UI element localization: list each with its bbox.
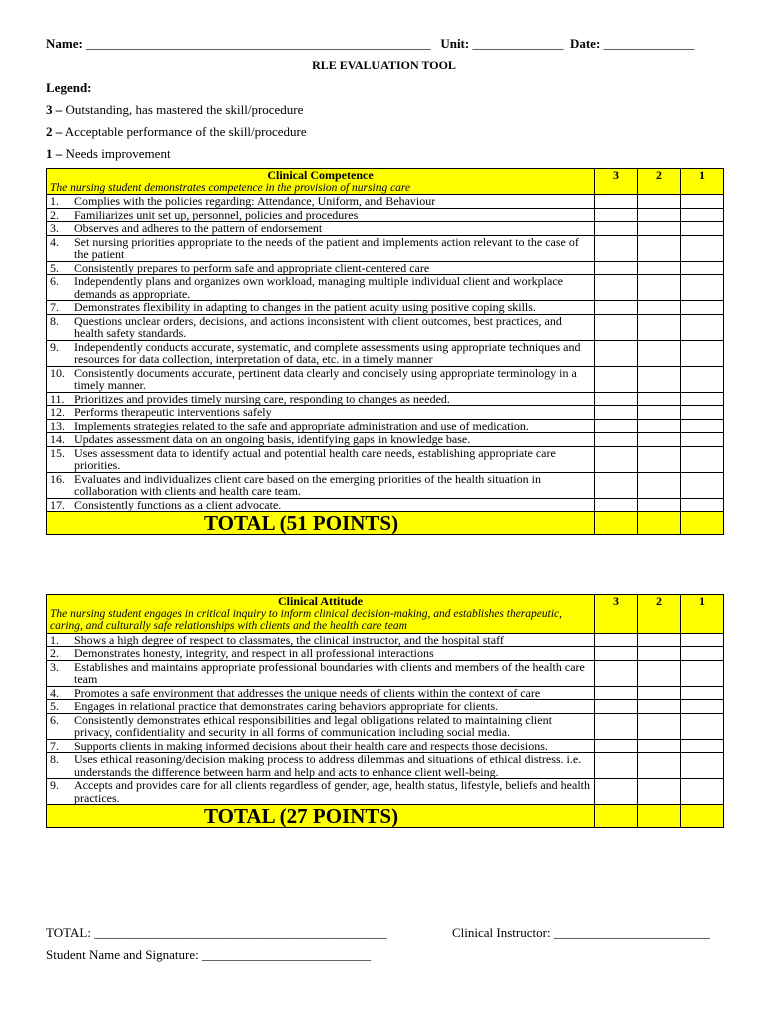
criterion [50, 499, 591, 512]
score-cell[interactable] [681, 340, 724, 366]
legend-item [46, 102, 303, 118]
criterion-row [47, 739, 724, 753]
criterion-number: 3. [50, 659, 59, 674]
score-cell[interactable] [638, 633, 681, 647]
criterion [50, 275, 591, 300]
score-column-header: 2 [638, 169, 681, 195]
score-column-header: 3 [595, 169, 638, 195]
criterion-number: 2. [50, 207, 59, 222]
criterion-row [47, 301, 724, 315]
student-field[interactable]: __________________________ [201, 947, 371, 962]
criterion-row [47, 261, 724, 275]
criterion-text: Demonstrates honesty, integrity, and respect in all professional interactions [74, 646, 434, 660]
score-cell[interactable] [681, 392, 724, 406]
section-header-row [47, 595, 724, 634]
criterion-text: Observes and adheres to the pattern of endorsement [74, 221, 323, 235]
score-cell[interactable] [681, 779, 724, 805]
score-cell[interactable] [595, 314, 638, 340]
score-cell[interactable] [681, 419, 724, 433]
criterion-row [47, 779, 724, 805]
criterion-number: 13. [50, 418, 65, 433]
score-cell[interactable] [595, 779, 638, 805]
criterion-row [47, 406, 724, 420]
criterion-row [47, 647, 724, 661]
name-label: Name: [46, 36, 83, 51]
score-cell[interactable] [638, 713, 681, 739]
criterion-number: 15. [50, 445, 65, 460]
criterion-cell [47, 314, 595, 340]
criterion-text: Uses ethical reasoning/decision making process to address dilemmas and situations of ethical distress. i.e. understands the difference between harm and help and acts to enhance client well-being. [74, 752, 582, 779]
criterion-cell [47, 301, 595, 315]
score-cell[interactable] [638, 208, 681, 222]
footer-total-field[interactable]: _____________________________________________ [94, 925, 387, 940]
score-cell[interactable] [681, 660, 724, 686]
criterion [50, 406, 591, 419]
score-cell[interactable] [681, 647, 724, 661]
total-row [47, 512, 724, 535]
criterion-row [47, 195, 724, 209]
criterion-row [47, 208, 724, 222]
score-column-header: 1 [681, 169, 724, 195]
criterion-row [47, 222, 724, 236]
criterion-cell [47, 498, 595, 512]
date-field[interactable]: ______________ [603, 36, 695, 51]
criterion [50, 195, 591, 208]
total-label: TOTAL (27 POINTS) [47, 805, 595, 828]
criterion-text: Set nursing priorities appropriate to the needs of the patient and implements action relevant to the case of the patient [74, 234, 579, 261]
criterion [50, 753, 591, 778]
criterion-number: 6. [50, 274, 59, 288]
score-cell[interactable] [595, 419, 638, 433]
section-subtitle: The nursing student engages in critical inquiry to inform clinical decision-making, and establishes therapeutic, caring, and culturally safe relationships with clients and the health care team [50, 607, 563, 632]
score-cell[interactable] [595, 208, 638, 222]
criterion-cell [47, 208, 595, 222]
criterion-cell [47, 366, 595, 392]
score-cell[interactable] [638, 779, 681, 805]
criterion-text: Demonstrates flexibility in adapting to changes in the patient acuity using positive coping skills. [74, 300, 536, 314]
criterion-number: 3. [50, 221, 59, 235]
criterion-number: 9. [50, 778, 59, 792]
criterion [50, 393, 591, 406]
criterion-cell [47, 700, 595, 714]
criterion [50, 700, 591, 713]
legend-text: Needs improvement [65, 146, 171, 161]
criterion-row [47, 419, 724, 433]
criterion-cell [47, 446, 595, 472]
score-cell[interactable] [595, 340, 638, 366]
criterion [50, 687, 591, 700]
criterion [50, 341, 591, 366]
score-cell[interactable] [681, 235, 724, 261]
criterion [50, 367, 591, 392]
footer-total [46, 925, 387, 941]
score-cell[interactable] [681, 700, 724, 714]
score-cell[interactable] [638, 222, 681, 236]
footer-total-label: TOTAL: [46, 925, 91, 940]
score-cell[interactable] [638, 419, 681, 433]
criterion-number: 1. [50, 194, 59, 208]
score-cell[interactable] [638, 472, 681, 498]
criterion-cell [47, 195, 595, 209]
instructor-label: Clinical Instructor: [452, 925, 551, 940]
criteria-rows [47, 195, 724, 512]
score-cell[interactable] [638, 753, 681, 779]
legend-text: Acceptable performance of the skill/procedure [64, 124, 307, 139]
date-label: Date: [569, 36, 601, 51]
criterion-row [47, 713, 724, 739]
criterion-cell [47, 419, 595, 433]
footer-student [46, 947, 371, 963]
legend-item [46, 124, 307, 140]
criterion-cell [47, 235, 595, 261]
criterion-text: Consistently functions as a client advocate. [74, 497, 282, 512]
criterion-cell [47, 261, 595, 275]
unit-label: Unit: [440, 36, 470, 51]
total-score-cell[interactable] [638, 512, 681, 535]
score-cell[interactable] [595, 713, 638, 739]
criterion-row [47, 275, 724, 301]
score-cell[interactable] [595, 498, 638, 512]
criterion [50, 222, 591, 235]
criterion-text: Consistently demonstrates ethical responsibilities and legal obligations related to maintaining client privacy, confidentiality and security in all forms of communication including social media. [74, 712, 552, 739]
criterion-row [47, 366, 724, 392]
score-cell[interactable] [638, 261, 681, 275]
score-cell[interactable] [595, 753, 638, 779]
criterion-text: Independently conducts accurate, systematic, and complete assessments using appropriate techniques and resources for data collection, interpretation of data, etc. in a timely manner [74, 339, 581, 366]
score-cell[interactable] [681, 713, 724, 739]
score-column-header: 3 [595, 595, 638, 634]
total-score-cell[interactable] [595, 805, 638, 828]
criterion-cell [47, 472, 595, 498]
score-cell[interactable] [595, 739, 638, 753]
criterion [50, 420, 591, 433]
criterion-row [47, 340, 724, 366]
criterion-row [47, 314, 724, 340]
score-cell[interactable] [681, 633, 724, 647]
criterion-row [47, 392, 724, 406]
criterion-cell [47, 686, 595, 700]
criterion-text: Implements strategies related to the safe and appropriate administration and use of medication. [74, 418, 529, 433]
score-cell[interactable] [595, 275, 638, 301]
criterion-number: 14. [50, 432, 65, 446]
criterion-row [47, 498, 724, 512]
criterion-text: Complies with the policies regarding: Attendance, Uniform, and Behaviour [74, 194, 436, 208]
criterion [50, 473, 591, 498]
criterion-row [47, 472, 724, 498]
criterion-cell [47, 275, 595, 301]
criterion-cell [47, 406, 595, 420]
score-cell[interactable] [595, 433, 638, 447]
criterion-cell [47, 633, 595, 647]
score-cell[interactable] [595, 633, 638, 647]
score-cell[interactable] [681, 261, 724, 275]
criterion-row [47, 686, 724, 700]
clinical-attitude-table [46, 594, 724, 828]
score-cell[interactable] [638, 235, 681, 261]
criterion-text: Questions unclear orders, decisions, and actions inconsistent with client outcomes, best practices, and health safety standards. [74, 313, 562, 340]
criterion [50, 661, 591, 686]
score-cell[interactable] [595, 392, 638, 406]
criterion-text: Familiarizes unit set up, personnel, policies and procedures [74, 207, 359, 222]
criterion-row [47, 446, 724, 472]
criterion-text: Consistently documents accurate, pertinent data clearly and concisely using appropriate terminology in a timely manner. [74, 365, 577, 392]
criterion-cell [47, 222, 595, 236]
score-cell[interactable] [638, 314, 681, 340]
score-cell[interactable] [681, 472, 724, 498]
criterion-cell [47, 739, 595, 753]
criterion-number: 8. [50, 313, 59, 328]
score-cell[interactable] [681, 686, 724, 700]
criterion-number: 2. [50, 646, 59, 660]
criterion-text: Shows a high degree of respect to classmates, the clinical instructor, and the hospital staff [74, 632, 504, 647]
score-cell[interactable] [595, 235, 638, 261]
score-cell[interactable] [595, 301, 638, 315]
score-cell[interactable] [638, 433, 681, 447]
criterion [50, 262, 591, 275]
score-cell[interactable] [638, 660, 681, 686]
criterion-text: Consistently prepares to perform safe and appropriate client-centered care [74, 260, 430, 275]
student-label: Student Name and Signature: [46, 947, 199, 962]
section-header-row [47, 169, 724, 195]
score-cell[interactable] [595, 222, 638, 236]
criterion-text: Promotes a safe environment that addresses the unique needs of clients within the context of care [74, 685, 541, 700]
criterion-cell [47, 433, 595, 447]
criterion-row [47, 660, 724, 686]
score-cell[interactable] [681, 446, 724, 472]
score-cell[interactable] [681, 301, 724, 315]
criterion-text: Supports clients in making informed decisions about their health care and respects those decisions. [74, 738, 548, 753]
criterion-number: 9. [50, 339, 59, 354]
score-cell[interactable] [595, 686, 638, 700]
criterion [50, 236, 591, 261]
score-cell[interactable] [638, 275, 681, 301]
criterion-row [47, 235, 724, 261]
criterion-number: 4. [50, 685, 59, 700]
criterion-text: Establishes and maintains appropriate professional boundaries with clients and members of the health care team [74, 659, 585, 686]
legend-score: 1 – [46, 146, 63, 161]
legend-score: 2 – [46, 124, 63, 139]
score-cell[interactable] [681, 275, 724, 301]
criterion-text: Evaluates and individualizes client care based on the emerging priorities of the health situation in collaboration with clients and health care team. [74, 471, 541, 498]
criterion-number: 6. [50, 712, 59, 727]
criterion [50, 714, 591, 739]
clinical-competence-table [46, 168, 724, 535]
total-score-cell[interactable] [681, 512, 724, 535]
score-cell[interactable] [681, 222, 724, 236]
legend-item [46, 146, 171, 162]
criterion-number: 12. [50, 405, 65, 419]
score-cell[interactable] [638, 406, 681, 420]
criterion-cell [47, 660, 595, 686]
criterion-number: 8. [50, 752, 59, 766]
score-cell[interactable] [595, 700, 638, 714]
criterion [50, 779, 591, 804]
criterion-text: Performs therapeutic interventions safely [74, 405, 272, 419]
score-cell[interactable] [638, 686, 681, 700]
score-cell[interactable] [681, 739, 724, 753]
criterion-row [47, 700, 724, 714]
section-header-cell [47, 595, 595, 634]
document-title: RLE EVALUATION TOOL [312, 58, 456, 72]
score-cell[interactable] [681, 433, 724, 447]
score-cell[interactable] [595, 647, 638, 661]
score-cell[interactable] [638, 195, 681, 209]
criterion-number: 7. [50, 300, 59, 314]
score-cell[interactable] [638, 700, 681, 714]
criterion [50, 301, 591, 314]
criterion-number: 1. [50, 632, 59, 647]
score-cell[interactable] [638, 739, 681, 753]
score-cell[interactable] [681, 314, 724, 340]
score-cell[interactable] [681, 366, 724, 392]
criterion-row [47, 753, 724, 779]
criterion-cell [47, 753, 595, 779]
score-cell[interactable] [595, 406, 638, 420]
score-cell[interactable] [595, 195, 638, 209]
criterion-text: Engages in relational practice that demonstrates caring behaviors appropriate for clients. [74, 699, 499, 713]
legend-heading: Legend: [46, 80, 92, 95]
header-line [46, 36, 695, 52]
total-row [47, 805, 724, 828]
criterion-number: 7. [50, 738, 59, 753]
criterion [50, 209, 591, 222]
score-cell[interactable] [595, 472, 638, 498]
criteria-rows [47, 633, 724, 805]
criterion-number: 5. [50, 260, 59, 275]
name-field[interactable]: _____________________________________________________ [86, 36, 431, 51]
criterion-number: 10. [50, 365, 65, 380]
footer-instructor [452, 925, 710, 941]
score-cell[interactable] [638, 366, 681, 392]
total-label: TOTAL (51 POINTS) [47, 512, 595, 535]
criterion [50, 447, 591, 472]
score-column-header: 2 [638, 595, 681, 634]
score-cell[interactable] [638, 301, 681, 315]
instructor-field[interactable]: ________________________ [553, 925, 710, 940]
legend-text: Outstanding, has mastered the skill/procedure [65, 102, 304, 117]
score-cell[interactable] [638, 392, 681, 406]
criterion-cell [47, 340, 595, 366]
section-header-cell [47, 169, 595, 195]
criterion-cell [47, 647, 595, 661]
criterion-number: 17. [50, 497, 65, 512]
criterion [50, 634, 591, 647]
criterion-text: Uses assessment data to identify actual and potential health care needs, establishing appropriate care priorities. [74, 445, 556, 472]
score-cell[interactable] [681, 208, 724, 222]
section-title: Clinical Attitude [277, 594, 363, 608]
criterion-row [47, 433, 724, 447]
total-score-cell[interactable] [595, 512, 638, 535]
score-cell[interactable] [638, 446, 681, 472]
score-cell[interactable] [681, 195, 724, 209]
criterion-text: Prioritizes and provides timely nursing care, responding to changes as needed. [74, 391, 450, 406]
criterion-number: 16. [50, 471, 65, 486]
score-cell[interactable] [595, 446, 638, 472]
section-title: Clinical Competence [267, 168, 374, 182]
score-cell[interactable] [638, 498, 681, 512]
criterion-text: Independently plans and organizes own workload, managing multiple individual client and workplace demands as appropriate. [74, 274, 563, 301]
section-subtitle: The nursing student demonstrates competence in the provision of nursing care [50, 181, 411, 194]
unit-field[interactable]: ______________ [472, 36, 564, 51]
score-column-header: 1 [681, 595, 724, 634]
score-cell[interactable] [638, 340, 681, 366]
score-cell[interactable] [681, 498, 724, 512]
score-cell[interactable] [595, 261, 638, 275]
criterion-number: 4. [50, 234, 59, 249]
score-cell[interactable] [595, 660, 638, 686]
criterion-cell [47, 779, 595, 805]
score-cell[interactable] [681, 406, 724, 420]
legend-score: 3 – [46, 102, 63, 117]
score-cell[interactable] [595, 366, 638, 392]
criterion-cell [47, 392, 595, 406]
criterion-row [47, 633, 724, 647]
criterion [50, 433, 591, 446]
criterion [50, 315, 591, 340]
total-score-cell[interactable] [681, 805, 724, 828]
criterion [50, 740, 591, 753]
score-cell[interactable] [638, 647, 681, 661]
criterion-cell [47, 713, 595, 739]
criterion-number: 11. [50, 391, 65, 406]
criterion-text: Accepts and provides care for all clients regardless of gender, age, health status, lifestyle, beliefs and health practices. [74, 778, 590, 805]
criterion-text: Updates assessment data on an ongoing basis, identifying gaps in knowledge base. [74, 432, 471, 446]
score-cell[interactable] [681, 753, 724, 779]
criterion [50, 647, 591, 660]
criterion-number: 5. [50, 699, 59, 713]
total-score-cell[interactable] [638, 805, 681, 828]
